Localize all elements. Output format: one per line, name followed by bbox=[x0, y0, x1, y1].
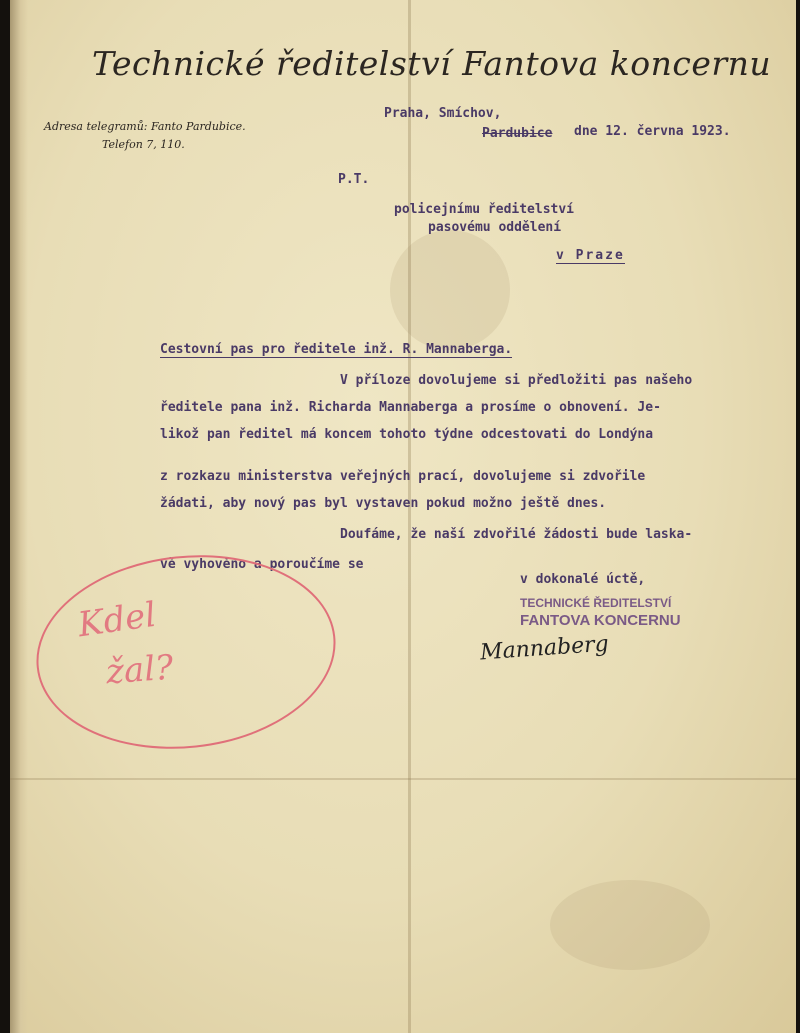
letterhead-contact bbox=[44, 118, 246, 154]
body-line: z rozkazu ministerstva veřejných prací, dovolujeme si zdvořile bbox=[160, 469, 646, 484]
letterhead-title: Technické ředitelství Fantova koncernu bbox=[92, 44, 772, 83]
body-line: vě vyhověno a poroučíme se bbox=[160, 557, 364, 572]
body-line: Doufáme, že naší zdvořilé žádosti bude laska- bbox=[340, 527, 693, 542]
addressee-line1: policejnímu ředitelství bbox=[394, 202, 575, 217]
telegram-address: Adresa telegramů: Fanto Pardubice. bbox=[44, 120, 246, 133]
addressee-line2: pasovému oddělení bbox=[428, 220, 562, 235]
signature: Mannaberg bbox=[479, 631, 610, 666]
stamp-line2: FANTOVA KONCERNU bbox=[520, 612, 681, 629]
body-line: likož pan ředitel má koncem tohoto týdne odcestovati do Londýna bbox=[160, 427, 654, 442]
letter-paper bbox=[10, 0, 796, 1033]
phone-number: Telefon 7, 110. bbox=[102, 138, 185, 151]
struck-place: Pardubice bbox=[482, 126, 553, 141]
company-stamp bbox=[520, 594, 681, 630]
salutation: P.T. bbox=[338, 172, 370, 187]
red-oval-annotation bbox=[27, 541, 345, 763]
body-line: žádati, aby nový pas byl vystaven pokud možno ještě dnes. bbox=[160, 496, 607, 511]
stamp-line1: TECHNICKÉ ŘEDITELSTVÍ bbox=[520, 596, 672, 610]
fold-line-horizontal bbox=[10, 778, 796, 780]
handwritten-note-line1: Kdel bbox=[75, 594, 159, 646]
closing: v dokonalé úctě, bbox=[520, 572, 646, 587]
body-line: V příloze dovolujeme si předložiti pas našeho bbox=[340, 373, 693, 388]
place: Praha, Smíchov, bbox=[384, 106, 502, 121]
torn-edge bbox=[10, 0, 28, 1033]
date: dne 12. června 1923. bbox=[574, 124, 731, 139]
paper-stain bbox=[550, 880, 710, 970]
fold-line-vertical bbox=[408, 0, 411, 1033]
handwritten-note-line2: žal? bbox=[104, 647, 175, 693]
subject-line: Cestovní pas pro ředitele inž. R. Mannaberga. bbox=[160, 342, 513, 357]
addressee-city: v Praze bbox=[556, 248, 625, 263]
body-line: ředitele pana inž. Richarda Mannaberga a prosíme o obnovení. Je- bbox=[160, 400, 661, 415]
